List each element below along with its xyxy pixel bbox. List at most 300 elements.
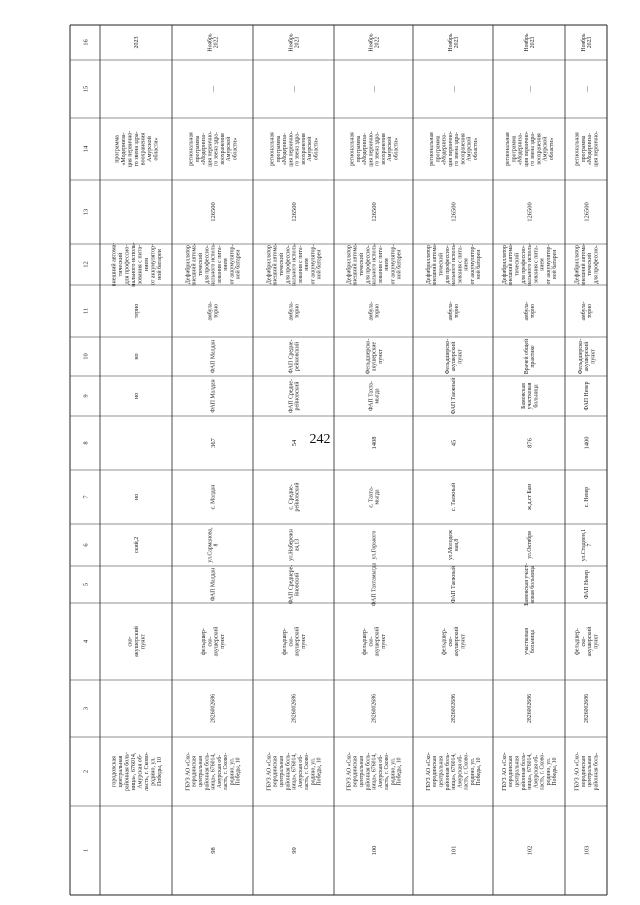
row-100-c9	[368, 381, 380, 411]
row-98-c4-line: акушерский	[213, 626, 220, 657]
column-number	[82, 583, 89, 586]
row-98-c13-line: 126500	[209, 202, 217, 222]
column-number-line: 10	[82, 353, 90, 360]
row-102-num	[526, 846, 533, 856]
row-99-c2-line: ница», 676014,	[291, 753, 298, 790]
row-100-c14-line: «Модерниза-	[362, 132, 369, 166]
row-101-c14-line: воохранения	[460, 133, 467, 165]
row-99-c9-line: ФАП Средне-	[288, 379, 295, 413]
row-103-c14-line: программа	[580, 135, 587, 163]
row-103-c6	[581, 529, 593, 561]
column-number	[82, 86, 89, 93]
row-101-c3-line: 2826002686	[451, 694, 458, 723]
row-99-c12-line: зования с пита-	[297, 245, 304, 284]
row-102-c2-line: ница», 676014,	[527, 753, 534, 790]
row-100-c8-line: 1408	[370, 436, 378, 450]
row-102-c10-line: Врачей общей	[523, 338, 530, 375]
row-102-c8	[526, 437, 533, 448]
row-98-c15-line: —	[209, 85, 217, 93]
row-99-c4-line: ско-	[288, 636, 295, 647]
row-103-c10-line: акушерский	[584, 341, 591, 372]
row-98-c14-line: программа	[194, 135, 201, 163]
row-101-c2-line: ласть, г. Сково-	[463, 752, 470, 791]
row-102-c5-line: Бамовская участ-	[523, 563, 530, 606]
row-101-c4	[441, 627, 467, 657]
row-103-num-line: 103	[583, 845, 591, 856]
column-number-line: 15	[82, 85, 90, 93]
row-98-c2-line: ГБУЗ АО «Ско-	[185, 752, 192, 791]
row-102-c14-line: ция первично-	[523, 131, 530, 167]
row-102-c5-line: ковая больница	[530, 565, 537, 604]
row-102-c11	[523, 301, 536, 320]
row-101-c8	[450, 440, 457, 447]
row-101-c9-line: ФАП Таежный	[451, 377, 458, 415]
row-103-c14-line: ция первично-	[593, 131, 600, 167]
row-98-c10	[211, 340, 217, 373]
row-99-c2	[266, 752, 322, 791]
page-number: 242	[309, 432, 331, 447]
row-102-c2-line: центральная	[514, 756, 521, 787]
carry-cell-c2-line: ница», 676014,	[130, 752, 137, 791]
row-99-c14-line: Амурской	[307, 136, 314, 162]
column-number	[82, 639, 89, 643]
row-102-c4-line: больница	[530, 629, 537, 654]
row-100-c4-line: фельдшер-	[362, 628, 369, 655]
row-103-c6-line: 7	[587, 543, 594, 547]
row-98-c2-line: районная боль-	[204, 752, 211, 791]
row-101-c16	[447, 33, 460, 51]
row-98-c5-line: ФАП Малдан	[210, 567, 217, 602]
row-101-c14	[429, 131, 479, 167]
row-103-c8-line: 1400	[583, 436, 591, 450]
row-102-c9-line: больница	[533, 384, 540, 408]
row-103-c13	[583, 202, 590, 222]
carry-cell-c14-line: области»	[153, 137, 160, 161]
row-102-c2-line: ГБУЗ АО «Ско-	[501, 752, 508, 791]
row-102-c11-line: торно	[530, 303, 537, 319]
row-101-c4-line: пункт	[460, 634, 467, 649]
row-99-c16	[287, 33, 300, 51]
row-103-c7-line: с. Невер	[584, 486, 591, 508]
row-98-c2	[185, 752, 241, 791]
carry-cell-c11-line: терно	[134, 303, 141, 319]
row-102-c16-line: 2023	[530, 36, 537, 49]
row-103-c12	[574, 243, 600, 285]
row-99-c16-line: 2023	[294, 36, 301, 49]
carry-cell-c2-line: районная боль-	[124, 752, 131, 791]
row-102-c3-line: 2826002686	[527, 694, 534, 723]
row-103-c13-line: 126500	[583, 202, 591, 222]
carry-cell-c16	[134, 37, 140, 49]
carry-cell-c2-line: Амурская об-	[137, 754, 144, 789]
row-103-c10	[578, 339, 597, 375]
carry-cell-c4-line: пункт	[140, 634, 147, 649]
row-101-c15-line: —	[450, 85, 458, 93]
row-101-c12-line: нального исполь-	[451, 243, 458, 286]
row-98-c2-line: вородинская	[191, 756, 198, 787]
row-98-c2-line: Амурская об-	[216, 754, 223, 789]
row-99-c12	[265, 243, 322, 286]
row-100-c4-line: пункт	[380, 634, 387, 649]
carry-cell-c12	[110, 242, 162, 286]
row-98-c14-line: «Модерниза-	[201, 132, 208, 166]
row-101-c10-line: пункт	[457, 349, 464, 364]
row-99-c12-line: тический	[279, 253, 286, 276]
row-101-c2-line: родино, ул.	[469, 757, 476, 786]
row-98-c2-line: родино, ул.	[229, 757, 236, 786]
row-98-c8-line: 367	[209, 438, 217, 448]
row-102-c12-line: нального исполь-	[527, 243, 534, 286]
carry-cell-c12-line: зования с пита-	[137, 244, 144, 285]
row-99-c8-line: 54	[290, 439, 298, 447]
column-number-line: 14	[82, 145, 90, 153]
row-98-c16-line: 2022	[213, 36, 220, 49]
row-103-c6-line: ул.Стадион,1	[580, 528, 587, 562]
row-98-c12-line: нального исполь-	[210, 243, 217, 286]
row-99-c4-line: акушерский	[294, 626, 301, 657]
row-100-c16	[367, 33, 380, 51]
row-102-c14-line: области»	[548, 137, 555, 161]
row-101-c14-line: «Модерниза-	[441, 132, 448, 166]
row-103-c14	[575, 131, 600, 167]
row-102-c14-line: региональная	[505, 132, 512, 166]
row-100-c9-line: ФАП Тахта-	[368, 381, 375, 411]
row-99-c2-line: Победы, 10	[316, 757, 323, 786]
column-number-line: 4	[82, 639, 90, 644]
row-99-c11-line: амбула-	[288, 301, 295, 321]
carry-cell-c6	[133, 537, 140, 554]
row-102-c5	[524, 563, 536, 606]
row-101-c9	[450, 378, 457, 415]
row-102-c2-line: ласть, г. Сково-	[539, 752, 546, 791]
column-number	[82, 394, 89, 397]
row-101-c8-line: 45	[450, 439, 458, 447]
row-100-c15-line: —	[370, 85, 378, 93]
row-98-c15	[210, 85, 217, 93]
row-102-c2-line: родино, ул.	[545, 757, 552, 786]
row-100-c13-line: 126500	[370, 202, 378, 222]
row-100-c2-line: ласть, г. Сково-	[384, 752, 391, 791]
row-103-c16-line: Ноябрь	[580, 33, 587, 52]
row-100-c14-line: воохранения	[380, 133, 387, 165]
row-98-c11-line: торно	[213, 303, 220, 319]
column-number	[82, 543, 89, 547]
row-100-c2-line: районная боль-	[365, 752, 372, 791]
column-number	[82, 353, 89, 360]
column-number	[82, 209, 89, 216]
carry-cell-c14	[115, 131, 160, 168]
row-102-c8-line: 876	[526, 438, 534, 448]
row-100-c10-line: пункт	[377, 349, 384, 364]
row-99-c2-line: ГБУЗ АО «Ско-	[266, 752, 273, 791]
carry-cell-c12-line: нием	[143, 258, 150, 271]
row-103-c4-line: ско-	[580, 636, 587, 647]
carry-cell-c4-line: акушерский	[134, 626, 141, 657]
row-99-c10-line: рейновский	[294, 342, 301, 371]
carry-cell-c11	[134, 304, 140, 319]
row-102-c12-line: для профессио-	[520, 245, 527, 284]
carry-cell-c12-line: ной батареи	[156, 249, 163, 280]
row-98-c12-line: нием	[223, 258, 230, 271]
column-number-line: 5	[82, 582, 90, 587]
column-number	[82, 145, 89, 152]
row-100-c11-line: торно	[374, 303, 381, 319]
row-101-c12-line: для профессио-	[444, 245, 451, 284]
row-103-c4-line: пункт	[593, 634, 600, 649]
carry-cell-c14-line: программа	[114, 135, 121, 163]
row-99-c4-line: фельдшер-	[282, 628, 289, 655]
row-100-c15	[371, 85, 378, 93]
row-98-c8	[210, 437, 217, 448]
row-101-c12-line: от аккумулятор-	[469, 244, 476, 285]
row-99-c13	[291, 202, 298, 222]
row-99-c2-line: центральная	[279, 756, 286, 787]
row-101-c10	[445, 339, 464, 375]
row-100-num	[371, 846, 378, 856]
row-102-c11-line: амбула-	[523, 301, 530, 321]
row-100-c11	[367, 301, 380, 320]
row-101-c15	[450, 85, 457, 93]
row-103-c14-line: «Модерниза-	[587, 132, 594, 166]
row-102-c2-line: районная боль-	[520, 752, 527, 791]
row-99-c5	[288, 565, 300, 604]
row-102-c7-line: ж.д.ст Бам	[527, 484, 534, 510]
row-102-c12-line: ной батареи	[552, 249, 559, 280]
row-100-c9-line: мыгда	[374, 388, 381, 404]
row-98-c14-line: Амурской	[226, 136, 233, 162]
row-102-c14	[505, 131, 555, 167]
row-99-c9	[288, 379, 300, 413]
row-102-c9-line: участковая	[527, 382, 534, 410]
column-number	[82, 849, 89, 852]
row-101-c12-line: тический	[438, 253, 445, 276]
row-98-c4-line: фельдшер-	[201, 628, 208, 655]
row-101-c4-line: фельдшер-	[441, 628, 448, 655]
row-100-c2-line: родино, ул.	[390, 757, 397, 786]
row-101-c12-line: Дефибриллятор	[425, 244, 432, 285]
row-98-c14-line: воохранения	[219, 133, 226, 165]
row-101-c12-line: зования с пита-	[457, 245, 464, 284]
row-99-c12-line: ной батареи	[316, 249, 323, 280]
row-102-c9-line: Бамовская	[520, 383, 527, 409]
row-102-c14-line: «Модерниза-	[517, 132, 524, 166]
column-number-line: 12	[82, 261, 90, 268]
row-103-c15-line: —	[583, 85, 591, 93]
carry-cell-c7-line: но	[134, 493, 141, 501]
row-103-c2-line: районная боль-	[593, 752, 600, 791]
row-100-c6	[372, 530, 378, 559]
row-98-c16-line: Ноябрь	[207, 33, 214, 52]
row-98-c6	[207, 527, 219, 563]
row-102-c10-line: практике	[530, 345, 537, 368]
row-100-c4	[361, 627, 387, 657]
row-103-c7	[584, 487, 590, 508]
row-101-c14-line: региональная	[429, 132, 436, 166]
row-99-num-line: 99	[290, 847, 298, 854]
row-100-c2	[346, 752, 402, 791]
row-101-num-line: 101	[450, 845, 458, 856]
row-99-c11-line: торно	[294, 303, 301, 319]
row-100-c16-line: Ноябрь	[368, 33, 375, 52]
row-99-c15	[291, 85, 298, 93]
row-98-c6-line: 8	[213, 543, 220, 547]
row-101-c5	[450, 566, 457, 603]
row-98-c12-line: зования с пита-	[216, 245, 223, 284]
row-100-c3-line: 2826002686	[371, 694, 378, 723]
carry-cell-c12-line: тический	[117, 252, 124, 277]
row-102-c12-line: нием	[539, 258, 546, 271]
row-98-c12-line: Дефибриллятор	[185, 244, 192, 285]
row-99-c6-line: ая,13	[294, 538, 301, 552]
row-102-c14-line: Амурской	[542, 136, 549, 162]
column-number	[82, 308, 89, 314]
row-103-c2-line: вородинская	[580, 756, 587, 787]
row-102-c13	[526, 202, 533, 222]
row-103-c10-line: Фельдшерско-	[577, 338, 584, 375]
row-98-c16	[206, 33, 219, 51]
column-number-line: 16	[82, 39, 90, 46]
row-103-c2-line: центральная	[587, 756, 594, 787]
carry-cell-c14-line: «Модерниза-	[121, 132, 128, 166]
row-102-c2-line: Амурская об-	[533, 754, 540, 789]
row-98-c9-line: ФАП Малдан	[210, 379, 217, 413]
row-103-c11	[580, 301, 593, 320]
row-99-c2-line: Амурская об-	[297, 754, 304, 789]
carry-cell-c12-line: от аккумулятор-	[150, 243, 157, 286]
row-101-c5-line: ФАП Таежный	[451, 566, 458, 603]
row-101-c7-line: с. Таежный	[451, 482, 458, 512]
carry-cell-c12-line: для профессио-	[124, 244, 131, 285]
row-102-c2-line: Победы, 10	[552, 757, 559, 786]
row-101-c14-line: программа	[435, 135, 442, 163]
row-99-c6-line: ул.Набережн	[288, 529, 295, 561]
row-100-c12	[345, 243, 402, 286]
column-number-line: 11	[82, 307, 90, 315]
row-101-c4-line: акушерский	[454, 626, 461, 657]
row-103-c4-line: фельдшер-	[574, 628, 581, 655]
row-99-c8	[291, 439, 298, 446]
row-100-c10-line: акушерские	[371, 341, 378, 372]
row-98-num-line: 98	[209, 847, 217, 854]
row-99-c14-line: области»	[313, 137, 320, 161]
row-100-c14-line: ция первично-	[368, 131, 375, 167]
row-103-c12-line: тический	[587, 253, 594, 276]
row-99-c9-line: рейновский	[294, 381, 301, 411]
carry-cell-c9-line: но	[134, 392, 141, 400]
row-101-c16-line: Ноябрь	[447, 33, 454, 52]
row-100-c12-line: тический	[359, 253, 366, 276]
row-102-c6-line: ул.Октября	[527, 531, 534, 559]
column-number-line: 9	[82, 394, 90, 398]
column-number	[82, 39, 89, 46]
row-102-c12-line: тический	[514, 253, 521, 276]
row-100-c14-line: го звена здра-	[374, 132, 381, 166]
row-101-c3	[451, 694, 457, 723]
row-100-c14-line: Амурской	[387, 136, 394, 162]
row-101-c12-line: ной батареи	[476, 249, 483, 280]
row-99-c16-line: Ноябрь	[288, 33, 295, 52]
row-103-c16-line: 2023	[587, 36, 594, 49]
row-98-c12-line: ной батареи	[235, 249, 242, 280]
row-102-c14-line: программа	[511, 135, 518, 163]
row-101-c2-line: Победы, 10	[476, 757, 483, 786]
column-number	[82, 770, 89, 773]
row-99-c2-line: вородинская	[272, 756, 279, 787]
row-98-c4-line: пункт	[219, 634, 226, 649]
row-102-c4-line: участковая	[523, 628, 530, 655]
row-100-c7-line: мыгда	[374, 489, 381, 505]
row-100-c14-line: региональная	[349, 132, 356, 166]
row-100-c3	[372, 694, 378, 723]
row-102-c3	[527, 694, 533, 723]
row-101-c14-line: го звена здра-	[454, 132, 461, 166]
row-100-c14-line: области»	[393, 137, 400, 161]
row-99-c14-line: программа	[275, 135, 282, 163]
row-103-c12-line: внешний автома-	[580, 243, 587, 286]
carry-cell-c4-line: ско-	[127, 636, 134, 647]
row-101-c2	[426, 752, 482, 791]
row-99-c14-line: региональная	[269, 132, 276, 166]
row-100-c5	[372, 563, 378, 607]
column-number-line: 7	[82, 495, 90, 499]
row-102-c14-line: го звена здра-	[530, 132, 537, 166]
row-100-c5-line: ФАП Тахтамыгда	[371, 562, 378, 607]
row-99-c11	[287, 301, 300, 320]
row-101-c2-line: вородинская	[432, 756, 439, 787]
row-101-num	[450, 846, 457, 856]
row-101-c2-line: районная боль-	[444, 752, 451, 791]
row-99-c2-line: родино, ул.	[310, 757, 317, 786]
row-103-c4	[574, 627, 600, 657]
row-102-c15	[526, 85, 533, 93]
row-102-c14-line: воохранения	[536, 133, 543, 165]
row-100-c12-line: от аккумулятор-	[390, 244, 397, 285]
row-100-c12-line: Дефибриллятор	[346, 244, 353, 285]
column-number-line: 13	[82, 208, 90, 216]
row-102-c12-line: от аккумулятор-	[545, 244, 552, 285]
row-98-c4	[200, 627, 226, 657]
row-102-c13-line: 126500	[526, 202, 534, 222]
row-101-c10-line: Фельдшерско-	[444, 338, 451, 375]
row-98-c14	[189, 131, 239, 167]
row-99-c14	[270, 131, 320, 167]
row-102-c4	[524, 628, 536, 655]
row-103-c3-line: 2826002686	[584, 694, 591, 723]
row-101-c6-line: ная,8	[454, 538, 461, 552]
carry-cell-c7	[134, 494, 140, 500]
row-99-c5-line: йновский	[294, 572, 301, 597]
row-102-c12-line: зования с пита-	[533, 245, 540, 284]
row-98-c14-line: региональная	[188, 132, 195, 166]
row-100-c6-line: ул.Горького	[371, 530, 378, 560]
row-98-c9	[211, 379, 217, 412]
row-98-c5	[211, 568, 217, 601]
row-99-c12-line: внешний автома-	[272, 243, 279, 286]
column-number	[82, 707, 89, 710]
row-99-c13-line: 126500	[290, 202, 298, 222]
row-103-c12-line: Дефибриллятор	[574, 244, 581, 285]
row-98-num	[210, 847, 217, 854]
carry-cell-c2-line: родино, ул.	[150, 757, 157, 786]
row-100-c11-line: амбула-	[368, 301, 375, 321]
carry-cell-c9	[134, 393, 140, 399]
carry-cell-c2-line: городовская	[111, 756, 118, 787]
row-99-c7-line: рейновский	[294, 482, 301, 512]
row-100-c12-line: для профессио-	[365, 245, 372, 284]
row-98-c12-line: для профессио-	[204, 245, 211, 284]
row-100-c14-line: программа	[355, 135, 362, 163]
row-98-c2-line: ласть, г. Сково-	[223, 752, 230, 791]
